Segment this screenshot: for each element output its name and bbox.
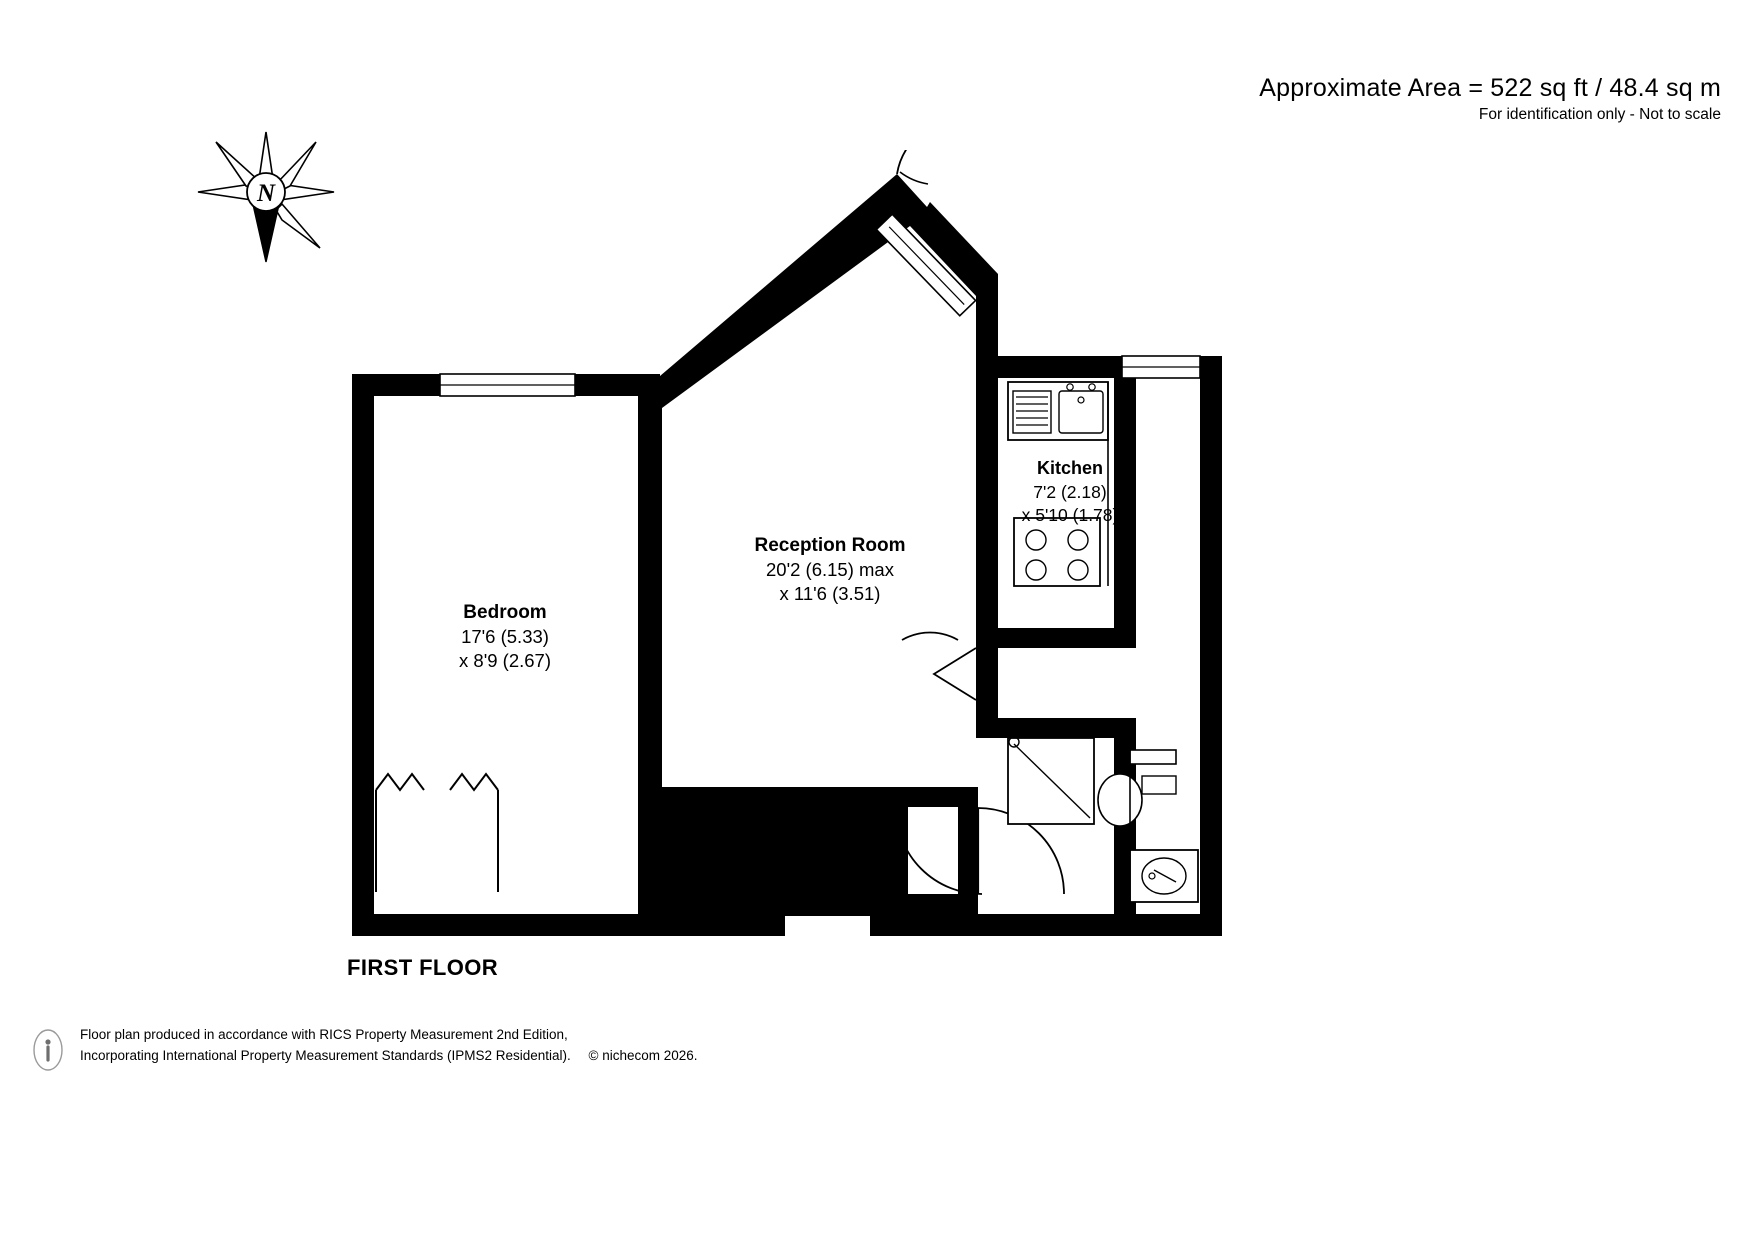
compass-north-icon <box>196 130 336 265</box>
room-label-kitchen <box>940 457 1200 527</box>
window-bedroom-top <box>440 374 575 396</box>
room-dim-reception-2: x 11'6 (3.51) <box>779 583 881 605</box>
toilet-icon <box>1098 750 1176 826</box>
footer <box>33 1025 793 1075</box>
floor-title: FIRST FLOOR <box>347 955 499 980</box>
room-dim-bedroom-2: x 8'9 (2.67) <box>459 650 551 672</box>
compass-label: N <box>256 180 276 207</box>
scale-disclaimer-text: For identification only - Not to scale <box>1478 106 1721 123</box>
footer-line-2: Incorporating International Property Measurement Standards (IPMS2 Residential). <box>80 1047 571 1063</box>
approximate-area-text: Approximate Area = 522 sq ft / 48.4 sq m <box>1259 74 1721 102</box>
room-name-kitchen: Kitchen <box>1036 458 1103 478</box>
wash-basin-icon <box>1130 850 1198 902</box>
bedroom-chimney-breast <box>376 774 498 892</box>
room-name-reception-room: Reception Room <box>754 535 906 556</box>
room-dim-kitchen-2: x 5'10 (1.78) <box>1021 504 1119 525</box>
kitchen-sink-icon <box>1008 382 1108 440</box>
info-person-icon <box>33 1029 63 1071</box>
room-label-bedroom <box>355 600 655 674</box>
window-kitchen-top <box>1122 356 1200 378</box>
room-label-reception-room <box>680 533 980 607</box>
cooker-hob-icon <box>1014 518 1100 586</box>
footer-copyright: © nichecom 2026. <box>588 1047 698 1063</box>
door-hall-reception <box>934 648 976 700</box>
room-dim-bedroom-1: 17'6 (5.33) <box>461 626 549 648</box>
room-dim-kitchen-1: 7'2 (2.18) <box>1033 481 1107 502</box>
footer-line-1: Floor plan produced in accordance with RICS Property Measurement 2nd Edition, <box>80 1027 568 1042</box>
shower-tray-icon <box>1008 737 1094 824</box>
room-name-bedroom: Bedroom <box>463 602 547 623</box>
room-dim-reception-1: 20'2 (6.15) max <box>766 559 894 581</box>
